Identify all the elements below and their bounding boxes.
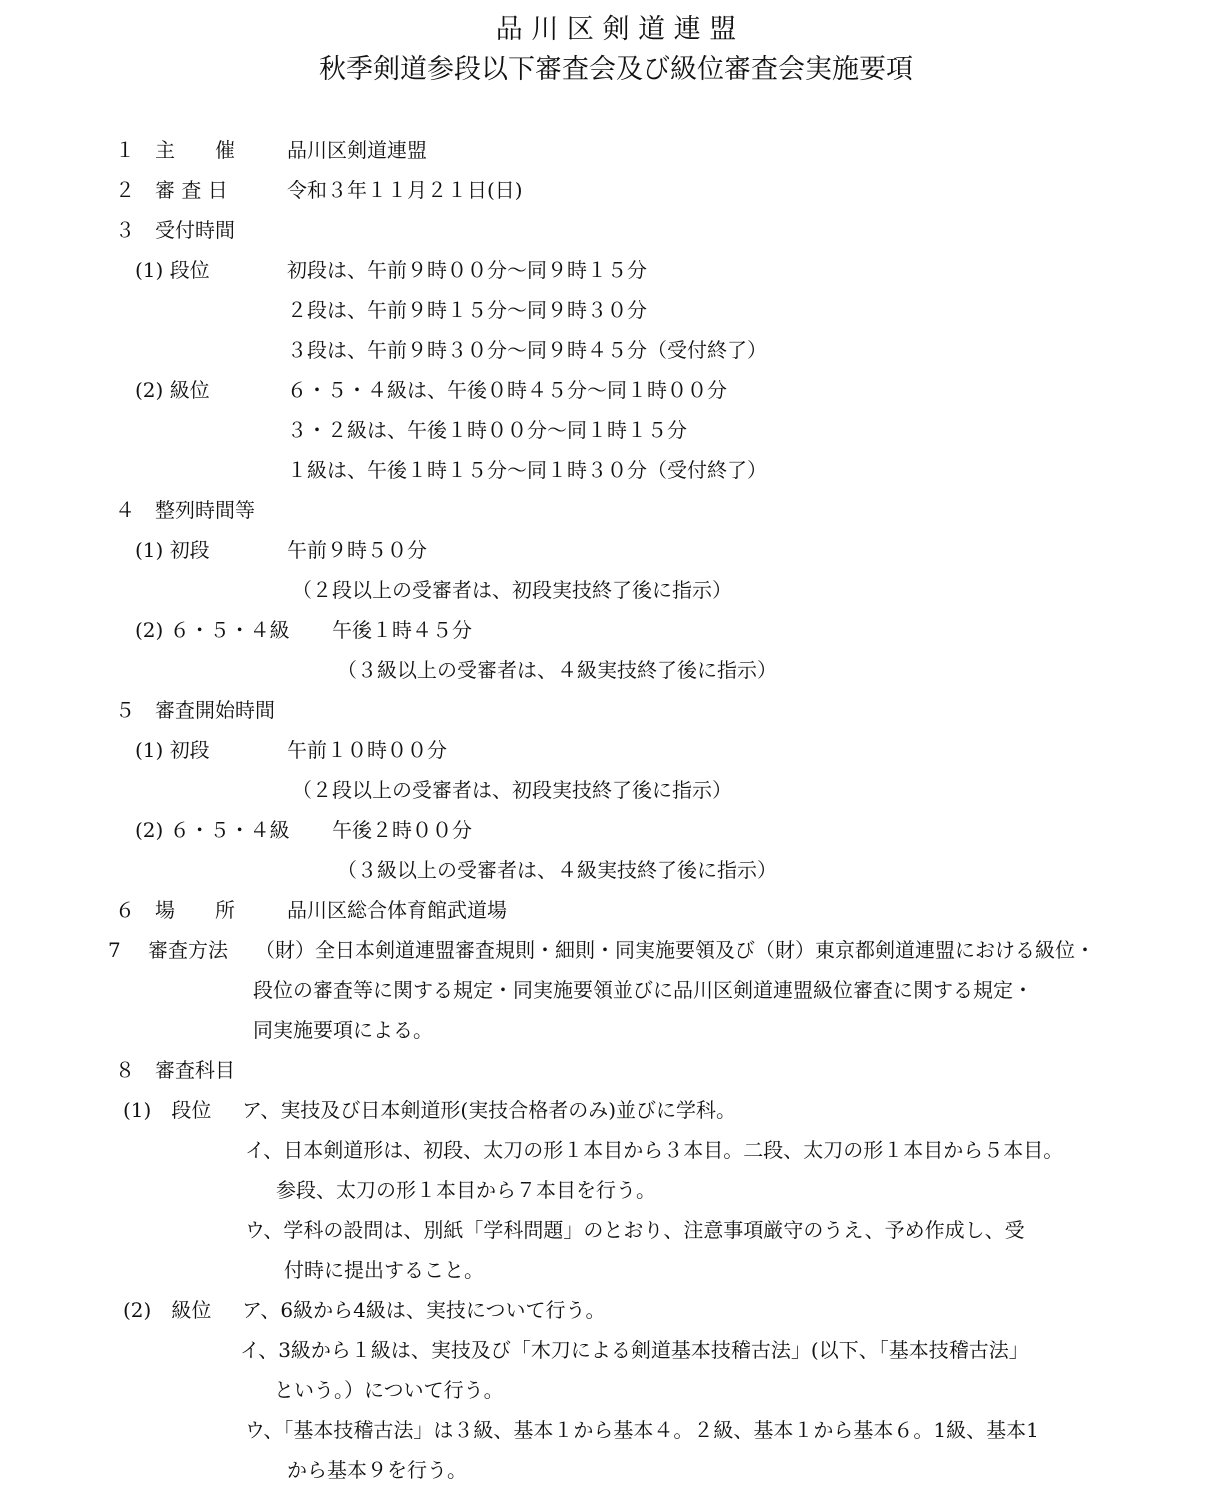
section-number: ３ (115, 218, 135, 242)
subitem-note: （３級以上の受審者は、４級実技終了後に指示） (337, 658, 777, 682)
subitem-label: (2) 級位 (135, 378, 210, 402)
section-number: 7 (108, 938, 121, 962)
section-label: 整列時間等 (155, 498, 255, 522)
subject-line: ア、実技及び日本剣道形(実技合格者のみ)並びに学科。 (242, 1098, 737, 1122)
reception-line: ２段は、午前９時１５分～同９時３０分 (287, 298, 647, 322)
section-text: 品川区剣道連盟 (287, 138, 427, 162)
subject-line: イ、日本剣道形は、初段、太刀の形１本目から３本目。二段、太刀の形１本目から５本目。 (245, 1138, 1064, 1162)
subitem-label: (1) 段位 (123, 1098, 212, 1122)
org-title: 品 川 区 剣 道 連 盟 (495, 14, 737, 45)
method-line: 同実施要項による。 (253, 1018, 433, 1042)
subitem-time: 午前１０時００分 (287, 738, 447, 762)
section-text: 品川区総合体育館武道場 (287, 898, 507, 922)
section-number: ４ (115, 498, 135, 522)
section-label: 審査科目 (155, 1058, 235, 1082)
reception-line: ３・２級は、午後１時００分～同１時１５分 (287, 418, 687, 442)
section-number: ５ (115, 698, 135, 722)
section-number: ８ (115, 1058, 135, 1082)
subject-line: 付時に提出すること。 (284, 1258, 484, 1282)
reception-line: １級は、午後１時１５分～同１時３０分（受付終了） (287, 458, 767, 482)
section-text: 令和３年１１月２１日(日) (287, 178, 523, 202)
subject-line: イ、3級から１級は、実技及び「木刀による剣道基本技稽古法」(以下、「基本技稽古法」 (240, 1338, 1029, 1362)
subitem-note: （３級以上の受審者は、４級実技終了後に指示） (337, 858, 777, 882)
section-label: 審査方法 (148, 938, 228, 962)
section-label: 受付時間 (155, 218, 235, 242)
subitem-label: (1) 段位 (135, 258, 210, 282)
subject-line: ウ、「基本技稽古法」は３級、基本１から基本４。２級、基本１から基本６。1級、基本1 (245, 1418, 1039, 1442)
section-label: 審査開始時間 (155, 698, 275, 722)
section-number: ２ (115, 178, 135, 202)
reception-line: ３段は、午前９時３０分～同９時４５分（受付終了） (287, 338, 767, 362)
subitem-note: （２段以上の受審者は、初段実技終了後に指示） (292, 578, 732, 602)
subitem-label: (2) ６・５・４級 (135, 818, 290, 842)
section-number: １ (115, 138, 135, 162)
method-line: （財）全日本剣道連盟審査規則・細則・同実施要領及び（財）東京都剣道連盟における級位・ (255, 938, 1095, 962)
subitem-label: (2) ６・５・４級 (135, 618, 290, 642)
subitem-time: 午後２時００分 (332, 818, 472, 842)
subject-line: ア、6級から4級は、実技について行う。 (242, 1298, 606, 1322)
section-label: 主 催 (155, 138, 235, 162)
section-number: ６ (115, 898, 135, 922)
subitem-time: 午前９時５０分 (287, 538, 427, 562)
subject-line: ウ、学科の設問は、別紙「学科問題」のとおり、注意事項厳守のうえ、予め作成し、受 (245, 1218, 1025, 1242)
method-line: 段位の審査等に関する規定・同実施要領並びに品川区剣道連盟級位審査に関する規定・ (253, 978, 1033, 1002)
subject-line: から基本９を行う。 (287, 1458, 467, 1482)
subject-line: という。）について行う。 (274, 1378, 504, 1402)
subitem-label: (1) 初段 (135, 738, 210, 762)
subitem-time: 午後１時４５分 (332, 618, 472, 642)
reception-line: ６・５・４級は、午後０時４５分～同１時００分 (287, 378, 727, 402)
subject-line: 参段、太刀の形１本目から７本目を行う。 (276, 1178, 656, 1202)
subitem-note: （２段以上の受審者は、初段実技終了後に指示） (292, 778, 732, 802)
subitem-label: (2) 級位 (123, 1298, 212, 1322)
subitem-label: (1) 初段 (135, 538, 210, 562)
reception-line: 初段は、午前９時００分～同９時１５分 (287, 258, 647, 282)
section-label: 場 所 (155, 898, 235, 922)
section-label: 審 査 日 (155, 178, 228, 202)
doc-title: 秋季剣道参段以下審査会及び級位審査会実施要項 (319, 54, 913, 85)
